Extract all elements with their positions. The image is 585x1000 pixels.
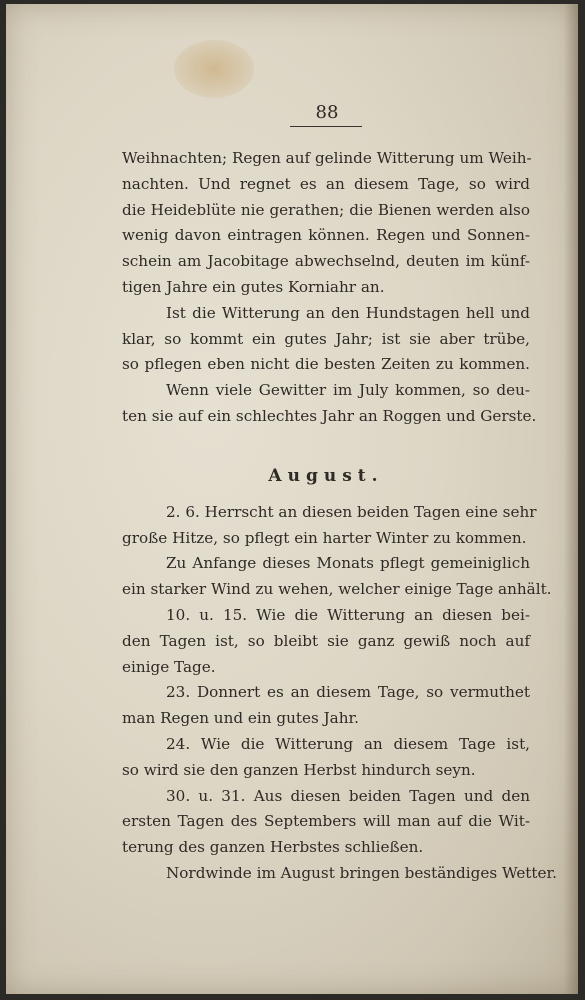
section-heading: August. xyxy=(268,465,384,486)
text-line: ein starker Wind zu wehen, welcher einige Tage anhält. xyxy=(122,580,552,599)
text-line: wenig davon eintragen können. Regen und Sonnen- xyxy=(122,226,530,245)
page-number-rule xyxy=(290,126,362,127)
text-line: man Regen und ein gutes Jahr. xyxy=(122,709,359,728)
text-line: 24. Wie die Witterung an diesem Tage ist, xyxy=(166,734,530,753)
text-line: große Hitze, so pflegt ein harter Winter zu kommen. xyxy=(122,528,527,547)
section-gap xyxy=(122,430,530,456)
text-line: 10. u. 15. Wie die Witterung an diesen bei- xyxy=(166,605,530,624)
text-line: ersten Tagen des Septembers will man auf die Wit- xyxy=(122,812,530,831)
text-line: 23. Donnert es an diesem Tage, so vermuthet xyxy=(166,683,530,702)
text-line: schein am Jacobitage abwechselnd, deuten im künf- xyxy=(122,252,530,271)
paper-stain xyxy=(174,40,254,98)
body-text xyxy=(122,146,557,887)
text-line: die Heideblüte nie gerathen; die Bienen werden also xyxy=(122,200,530,219)
page-number: 88 xyxy=(315,102,339,123)
text-line: ten sie auf ein schlechtes Jahr an Roggen und Gerste. xyxy=(122,406,537,425)
text-line: Nordwinde im August bringen beständiges Wetter. xyxy=(166,863,557,882)
text-line: klar, so kommt ein gutes Jahr; ist sie aber trübe, xyxy=(122,329,530,348)
text-line: tigen Jahre ein gutes Korniahr an. xyxy=(122,277,385,296)
text-line: 2. 6. Herrscht an diesen beiden Tagen eine sehr xyxy=(166,502,537,521)
text-line: Weihnachten; Regen auf gelinde Witterung um Weih- xyxy=(122,149,532,167)
text-line: 30. u. 31. Aus diesen beiden Tagen und den xyxy=(166,786,530,805)
text-line: Zu Anfange dieses Monats pflegt gemeiniglich xyxy=(166,554,530,573)
text-line: den Tagen ist, so bleibt sie ganz gewiß noch auf xyxy=(122,631,530,650)
text-line: so wird sie den ganzen Herbst hindurch seyn. xyxy=(122,760,476,779)
page-fold-shadow xyxy=(564,4,578,994)
text-line: Wenn viele Gewitter im July kommen, so deu- xyxy=(166,381,530,400)
text-line: terung des ganzen Herbstes schließen. xyxy=(122,838,424,857)
text-line: so pflegen eben nicht die besten Zeiten zu kommen. xyxy=(122,355,530,374)
text-line: Ist die Witterung an den Hundstagen hell und xyxy=(166,303,530,322)
text-line: nachten. Und regnet es an diesem Tage, so wird xyxy=(122,174,530,193)
text-line: einige Tage. xyxy=(122,657,216,676)
book-page xyxy=(6,4,578,994)
